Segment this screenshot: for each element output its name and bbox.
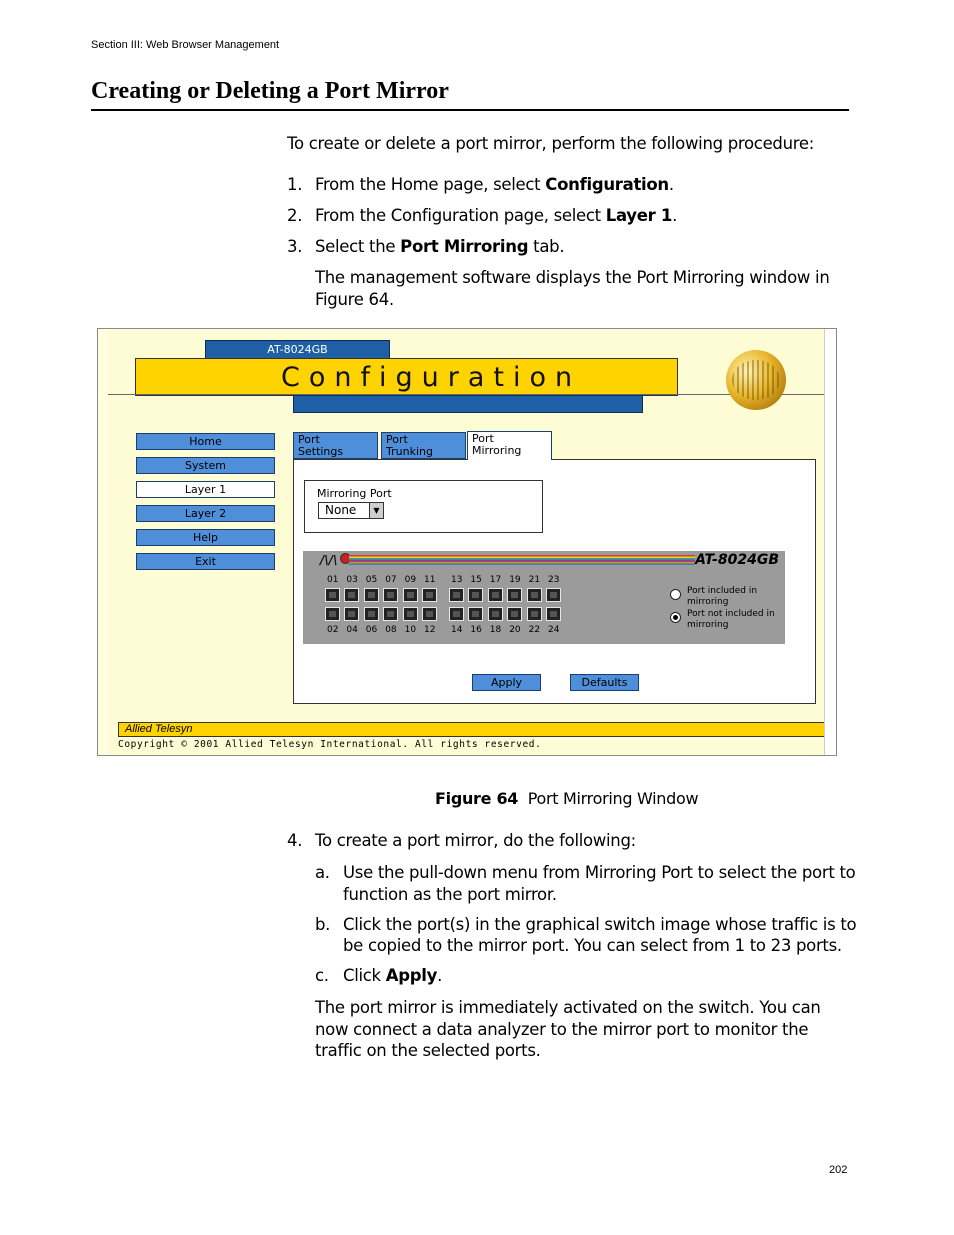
port-11[interactable] bbox=[422, 588, 437, 602]
copyright-text: Copyright © 2001 Allied Telesyn International. All rights reserved. bbox=[118, 739, 542, 750]
port-02[interactable] bbox=[325, 607, 340, 621]
step-3 bbox=[287, 236, 847, 258]
port-label: 08 bbox=[385, 625, 397, 635]
step-bold: Configuration bbox=[545, 175, 669, 194]
title-rule bbox=[91, 109, 849, 111]
port-01[interactable] bbox=[325, 588, 340, 602]
port-17[interactable] bbox=[488, 588, 503, 602]
substep-b-line-1: Click the port(s) in the graphical switch image whose traffic is to bbox=[343, 915, 857, 934]
port-24[interactable] bbox=[546, 607, 561, 621]
legend-not-included-radio-icon bbox=[670, 612, 681, 623]
port-label: 07 bbox=[385, 575, 397, 585]
step-number: 3. bbox=[287, 237, 303, 256]
nav-layer1-button[interactable]: Layer 1 bbox=[136, 481, 275, 498]
tab-line: Trunking bbox=[386, 445, 433, 458]
footer-brand: Allied Telesyn bbox=[125, 723, 193, 735]
intro-text: To create or delete a port mirror, perform the following procedure: bbox=[287, 134, 814, 153]
port-07[interactable] bbox=[383, 588, 398, 602]
port-label: 23 bbox=[548, 575, 560, 585]
port-23[interactable] bbox=[546, 588, 561, 602]
figure-caption-text: Port Mirroring Window bbox=[527, 789, 699, 808]
port-10[interactable] bbox=[403, 607, 418, 621]
step-text: From the Home page, select bbox=[315, 175, 546, 194]
port-label: 06 bbox=[365, 625, 378, 635]
port-label: 05 bbox=[365, 575, 378, 585]
color-stripe bbox=[349, 555, 695, 565]
figure-label: Figure 64 bbox=[435, 789, 519, 808]
tab-line: Port bbox=[472, 432, 494, 445]
legend-included-radio-icon bbox=[670, 589, 681, 600]
port-21[interactable] bbox=[527, 588, 542, 602]
legend-line: mirroring bbox=[687, 620, 729, 630]
step-number: 1. bbox=[287, 175, 303, 194]
step-3-note-line-1: The management software displays the Port Mirroring window in bbox=[315, 268, 830, 287]
closing-line-3: traffic on the selected ports. bbox=[315, 1041, 541, 1060]
chevron-down-icon[interactable]: ▼ bbox=[369, 503, 383, 518]
substep-c bbox=[343, 965, 442, 987]
port-label: 18 bbox=[489, 625, 502, 635]
step-4 bbox=[287, 830, 847, 852]
substep-c-text: . bbox=[437, 966, 443, 985]
step-text: . bbox=[668, 175, 674, 194]
step-1 bbox=[287, 174, 847, 196]
substep-c-bold: Apply bbox=[385, 966, 438, 985]
legend-included-label bbox=[687, 586, 787, 608]
nav-home-button[interactable]: Home bbox=[136, 433, 275, 450]
closing-line-2: now connect a data analyzer to the mirror port to monitor the bbox=[315, 1020, 809, 1039]
step-2 bbox=[287, 205, 847, 227]
step-3-note-line-2: Figure 64. bbox=[315, 290, 394, 309]
tab-line: Mirroring bbox=[472, 444, 522, 457]
port-label: 17 bbox=[489, 575, 502, 585]
port-label: 01 bbox=[327, 575, 339, 585]
closing-line-1: The port mirror is immediately activated on the switch. You can bbox=[315, 998, 821, 1017]
nav-system-button[interactable]: System bbox=[136, 457, 275, 474]
port-03[interactable] bbox=[344, 588, 359, 602]
section-header: Section III: Web Browser Management bbox=[91, 39, 280, 51]
mirroring-port-value: None bbox=[325, 503, 357, 517]
port-20[interactable] bbox=[507, 607, 522, 621]
tab-port-trunking[interactable] bbox=[381, 432, 466, 459]
substep-a-letter: a. bbox=[315, 863, 330, 882]
port-18[interactable] bbox=[488, 607, 503, 621]
port-label: 20 bbox=[509, 625, 521, 635]
port-label: 13 bbox=[451, 575, 463, 585]
port-16[interactable] bbox=[468, 607, 483, 621]
port-label: 19 bbox=[509, 575, 521, 585]
substep-a-line-2: function as the port mirror. bbox=[343, 885, 557, 904]
port-label: 10 bbox=[404, 625, 417, 635]
port-label: 15 bbox=[470, 575, 482, 585]
footer-bar bbox=[118, 722, 834, 737]
port-mirroring-screenshot bbox=[97, 328, 837, 756]
allied-telesyn-logo-icon: /\/\ bbox=[320, 553, 338, 567]
switch-image bbox=[303, 551, 785, 644]
nav-exit-button[interactable]: Exit bbox=[136, 553, 275, 570]
nav-layer2-button[interactable]: Layer 2 bbox=[136, 505, 275, 522]
port-label: 11 bbox=[424, 575, 436, 585]
port-mirroring-panel bbox=[293, 459, 816, 704]
mirroring-port-group bbox=[304, 480, 543, 533]
tab-line: Port bbox=[298, 433, 320, 446]
port-19[interactable] bbox=[507, 588, 522, 602]
port-09[interactable] bbox=[403, 588, 418, 602]
step-text: . bbox=[672, 206, 678, 225]
legend-line: Port not included in bbox=[687, 609, 775, 619]
page-title: Creating or Deleting a Port Mirror bbox=[91, 78, 449, 104]
port-04[interactable] bbox=[344, 607, 359, 621]
step-number: 2. bbox=[287, 206, 303, 225]
apply-button[interactable]: Apply bbox=[472, 674, 541, 691]
banner-blue-bar bbox=[293, 395, 643, 413]
configuration-title: Configuration bbox=[281, 362, 582, 393]
port-08[interactable] bbox=[383, 607, 398, 621]
port-label: 04 bbox=[346, 625, 358, 635]
step-text: Select the bbox=[315, 237, 401, 256]
port-label: 24 bbox=[548, 625, 560, 635]
substep-c-letter: c. bbox=[315, 966, 329, 985]
port-label: 22 bbox=[528, 625, 541, 635]
legend-line: mirroring bbox=[687, 597, 729, 607]
step-number: 4. bbox=[287, 831, 303, 850]
page-number: 202 bbox=[829, 1164, 848, 1176]
port-label: 09 bbox=[404, 575, 417, 585]
substep-b-line-2: be copied to the mirror port. You can select from 1 to 23 ports. bbox=[343, 936, 842, 955]
port-22[interactable] bbox=[527, 607, 542, 621]
port-13[interactable] bbox=[449, 588, 464, 602]
port-label: 16 bbox=[470, 625, 482, 635]
step-text: To create a port mirror, do the following: bbox=[315, 831, 636, 850]
port-label: 14 bbox=[451, 625, 463, 635]
mirroring-port-select[interactable] bbox=[318, 502, 384, 519]
mirroring-port-label: Mirroring Port bbox=[317, 487, 392, 500]
configuration-banner bbox=[135, 358, 678, 396]
port-label: 02 bbox=[327, 625, 339, 635]
globe-icon bbox=[726, 350, 786, 410]
defaults-button[interactable]: Defaults bbox=[570, 674, 639, 691]
browser-right-edge bbox=[824, 329, 837, 755]
port-12[interactable] bbox=[422, 607, 437, 621]
legend-line: Port included in bbox=[687, 586, 758, 596]
model-tab: AT-8024GB bbox=[205, 340, 390, 359]
tab-port-mirroring[interactable] bbox=[467, 431, 552, 460]
port-06[interactable] bbox=[364, 607, 379, 621]
substep-c-text: Click bbox=[343, 966, 386, 985]
port-05[interactable] bbox=[364, 588, 379, 602]
step-text: From the Configuration page, select bbox=[315, 206, 606, 225]
substep-b-letter: b. bbox=[315, 915, 331, 934]
switch-model-name: AT-8024GB bbox=[695, 552, 779, 568]
tab-line: Port bbox=[386, 433, 408, 446]
port-label: 12 bbox=[424, 625, 436, 635]
port-14[interactable] bbox=[449, 607, 464, 621]
port-label: 21 bbox=[528, 575, 541, 585]
port-15[interactable] bbox=[468, 588, 483, 602]
substep-a-line-1: Use the pull-down menu from Mirroring Port to select the port to bbox=[343, 863, 856, 882]
browser-content bbox=[108, 329, 824, 755]
port-label: 03 bbox=[346, 575, 358, 585]
tab-port-settings[interactable] bbox=[293, 432, 378, 459]
nav-help-button[interactable]: Help bbox=[136, 529, 275, 546]
step-bold: Layer 1 bbox=[605, 206, 673, 225]
legend-not-included-label bbox=[687, 609, 787, 631]
step-text: tab. bbox=[528, 237, 565, 256]
tab-line: Settings bbox=[298, 445, 344, 458]
figure-caption bbox=[435, 789, 698, 808]
step-bold: Port Mirroring bbox=[400, 237, 529, 256]
